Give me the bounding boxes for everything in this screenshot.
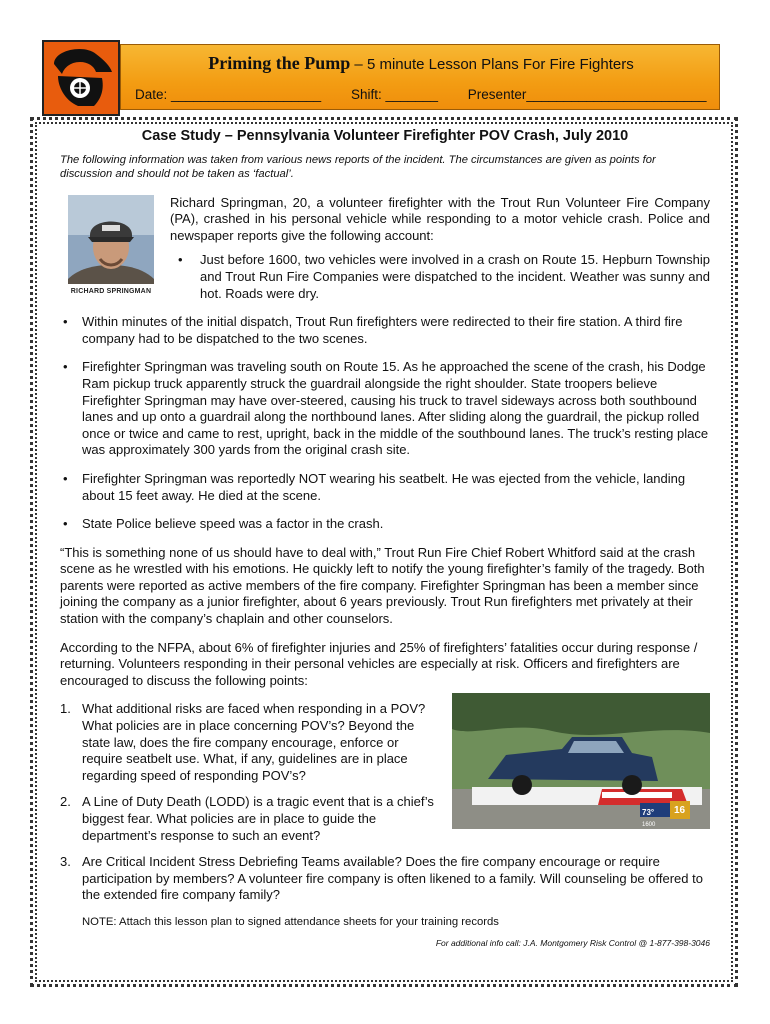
- portrait-caption: RICHARD SPRINGMAN: [68, 284, 154, 301]
- question-item: [60, 854, 710, 904]
- portrait-photo: [68, 195, 154, 301]
- intro-disclaimer: The following information was taken from various news reports of the incident. The circumstances are given as points for discussion and should not be taken as ‘factual’.: [60, 153, 656, 180]
- attendance-note: NOTE: Attach this lesson plan to signed attendance sheets for your training records: [82, 915, 499, 928]
- list-item: • Within minutes of the initial dispatch, Trout Run firefighters were redirected to their fire station. A third fire company had to be dispatched to the two scenes.: [60, 314, 710, 347]
- lead-section: [60, 195, 710, 315]
- question-number: 3.: [60, 854, 71, 870]
- nfpa-paragraph: According to the NFPA, about 6% of firefighter injuries and 25% of firefighters’ fatalities occur during response / returning. Volunteers responding in their personal vehicles are especially at risk. Officers and firefighters are encouraged to discuss the following points:: [60, 639, 698, 688]
- firefighter-helmet-icon: [44, 42, 118, 114]
- question-text: Are Critical Incident Stress Debriefing Teams available? Does the fire company encourage or require participation by members? A volunteer fire company is often likened to a family. Will counseling be offered to the extended fire company family?: [82, 854, 703, 903]
- chief-quote-paragraph: “This is something none of us should have to deal with,” Trout Run Fire Chief Robert Whitford said at the crash scene as he wrestled with his emotions. He quickly left to notify the young firefighter’s family of the tragedy. Both parents were reported as active members of the fire company. Firefighter Springman has been a member since joining the company as a junior firefighter, about 6 years previously. Trout Run firefighters met privately at their station with the company’s chaplain and other counselors.: [60, 544, 705, 627]
- crash-scene-photo: [452, 693, 710, 829]
- header-bar: [120, 44, 720, 110]
- header-fields: [135, 87, 733, 102]
- question-number: 1.: [60, 701, 71, 717]
- question-text: What additional risks are faced when responding in a POV? What policies are in place concerning POV’s? Beyond the state law, does the fire company encourage, enforce or require seatbelt use. What, if any, guidelines are in place regarding speed of responding POV’s?: [82, 701, 426, 783]
- firefighter-logo: [42, 40, 120, 116]
- question-text: A Line of Duty Death (LODD) is a tragic event that is a chief’s biggest fear. What policies are in place to guide the department’s response to such an event?: [82, 794, 434, 843]
- questions-section: [60, 701, 710, 854]
- list-item: • State Police believe speed was a factor in the crash.: [60, 516, 710, 533]
- lead-paragraph: Richard Springman, 20, a volunteer firefighter with the Trout Run Volunteer Fire Company (PA), crashed in his personal vehicle while responding to a motor vehicle crash. Police and newspaper reports give the following account:: [170, 194, 710, 243]
- question-item: [60, 794, 434, 844]
- lead-bullet-list: [170, 252, 710, 302]
- date-field: Date: ____________________: [135, 87, 322, 102]
- question-number: 2.: [60, 794, 71, 810]
- title-subtitle: – 5 minute Lesson Plans For Fire Fighters: [350, 56, 634, 73]
- lead-column: [170, 195, 710, 315]
- question-item: [60, 701, 434, 784]
- presenter-field: Presenter________________________: [467, 87, 707, 102]
- main-content: [60, 128, 710, 951]
- account-bullet-list: [60, 314, 710, 533]
- list-item: • Firefighter Springman was reportedly NOT wearing his seatbelt. He was ejected from the vehicle, landing about 15 feet away. He died at the scene.: [60, 471, 710, 504]
- photo-temperature: 73°: [642, 808, 655, 818]
- title-bold: Priming the Pump: [208, 53, 351, 73]
- list-item: • Firefighter Springman was traveling south on Route 15. As he approached the scene of the crash, his Dodge Ram pickup truck apparently struck the guardrail alongside the right shoulder. State troopers believe Firefighter Springman may have over-steered, causing his truck to travel sideways across both southbound lanes and up onto a guardrail along the northbound lanes. After sliding along the guardrail, the pickup rolled once or twice and came to rest, upright, back in the middle of the southbound lanes. The truck’s resting place was approximately 300 yards from the original crash site.: [60, 359, 710, 459]
- photo-channel: 16: [674, 805, 686, 817]
- footer-contact: For additional info call: J.A. Montgomery Risk Control @ 1-877-398-3046: [435, 937, 710, 948]
- shift-field: Shift: _______: [350, 87, 439, 102]
- list-item: • Just before 1600, two vehicles were involved in a crash on Route 15. Hepburn Township and Trout Run Fire Companies were dispatched to the incident. Weather was sunny and hot. Roads were dry.: [170, 252, 710, 302]
- page-title: [121, 53, 721, 74]
- crash-scene-image: [452, 693, 710, 829]
- case-study-title: Case Study – Pennsylvania Volunteer Firefighter POV Crash, July 2010: [141, 128, 629, 144]
- photo-time: 1600: [642, 822, 656, 829]
